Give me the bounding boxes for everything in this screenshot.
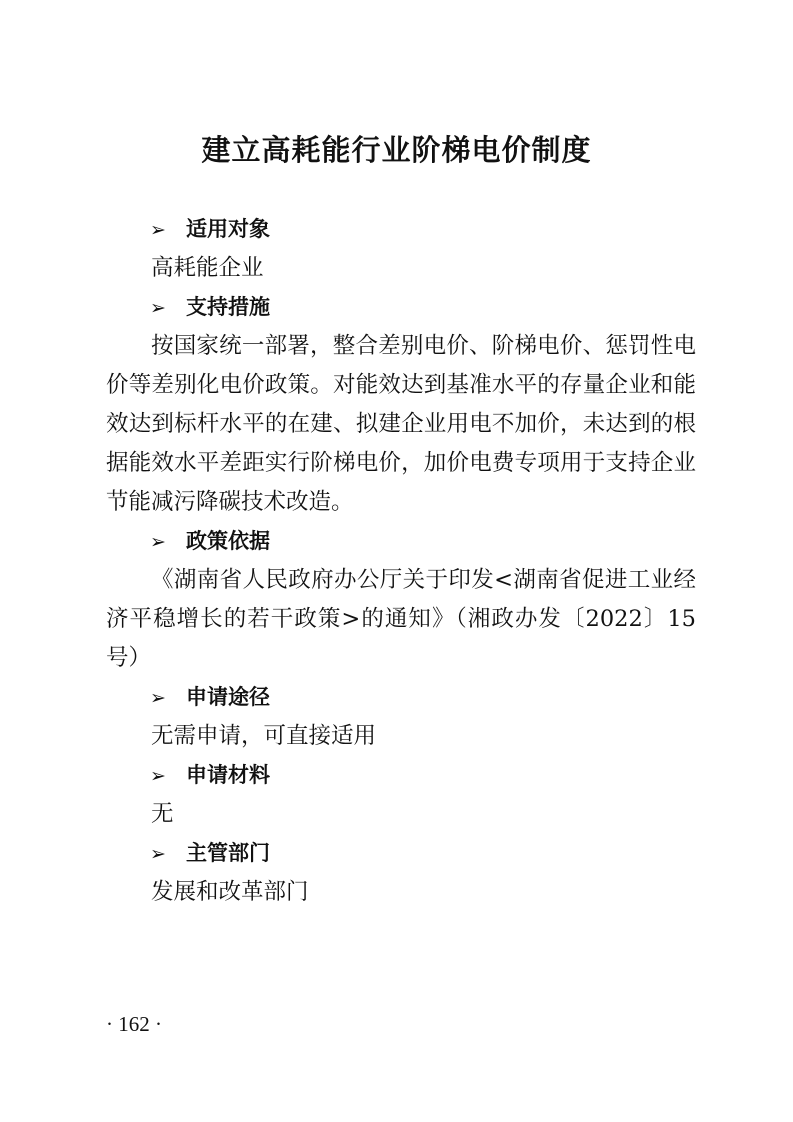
heading-label: 支持措施 [186,295,270,319]
section-text: 《湖南省人民政府办公厅关于印发<湖南省促进工业经济平稳增长的若干政策>的通知》（湘政办发〔2022〕15号） [106,567,696,671]
heading-label: 主管部门 [186,841,270,865]
section-text: 发展和改革部门 [151,879,309,905]
section-channel [106,678,696,756]
section-text: 无 [151,801,174,827]
section-heading [106,288,696,327]
arrow-bullet-icon: ➢ [150,531,166,553]
section-materials [106,756,696,834]
section-heading [106,834,696,873]
heading-label: 申请材料 [186,763,270,787]
section-text: 无需申请，可直接适用 [151,723,377,749]
heading-label: 适用对象 [186,217,270,241]
section-heading [106,210,696,249]
arrow-bullet-icon: ➢ [150,297,166,319]
arrow-bullet-icon: ➢ [150,219,166,241]
heading-label: 政策依据 [186,529,270,553]
document-body [106,210,696,912]
page-title: 建立高耗能行业阶梯电价制度 [201,133,592,167]
arrow-bullet-icon: ➢ [150,843,166,865]
section-heading [106,522,696,561]
section-department [106,834,696,912]
section-heading [106,678,696,717]
section-text: 按国家统一部署，整合差别电价、阶梯电价、惩罚性电价等差别化电价政策。对能效达到基准水平的存量企业和能效达到标杆水平的在建、拟建企业用电不加价，未达到的根据能效水平差距实行阶梯电价，加价电费专项用于支持企业节能减污降碳技术改造。 [106,333,696,515]
heading-label: 申请途径 [186,685,270,709]
arrow-bullet-icon: ➢ [150,765,166,787]
section-measures [106,288,696,522]
section-target [106,210,696,288]
section-heading [106,756,696,795]
page-number: · 162 · [106,1012,162,1036]
section-text: 高耗能企业 [151,255,264,281]
section-basis [106,522,696,678]
arrow-bullet-icon: ➢ [150,687,166,709]
